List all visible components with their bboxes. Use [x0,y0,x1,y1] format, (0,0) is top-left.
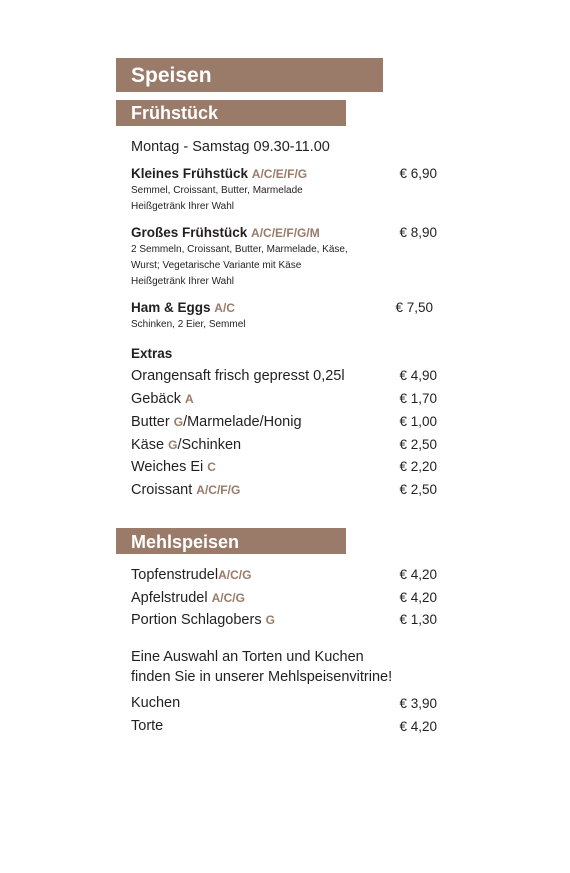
allergen-codes: A/C/G [211,591,245,605]
allergen-codes: G [173,415,184,429]
allergen-codes: A/C/F/G [196,483,241,497]
allergen-codes: A [185,392,194,406]
item-price: € 6,90 [399,166,437,181]
allergen-codes: A/C/E/F/G [251,167,308,181]
item-name: Gebäck [131,391,181,407]
extra-item [131,368,345,384]
item-price: € 1,30 [399,612,437,627]
cake-note-line: finden Sie in unserer Mehlspeisenvitrine! [131,669,393,685]
opening-hours: Montag - Samstag 09.30-11.00 [131,139,330,155]
section-header-fruehstueck: Frühstück [116,100,346,126]
item-price: € 1,00 [399,414,437,429]
item-suffix: /Marmelade/Honig [183,414,302,430]
allergen-codes: G [168,438,178,452]
item-description: 2 Semmeln, Croissant, Butter, Marmelade, Käse, [131,244,348,255]
item-name: Topfenstrudel [131,567,219,583]
extra-item [131,391,194,407]
extra-item [131,437,241,453]
item-price: € 1,70 [399,391,437,406]
cake-item: Kuchen [131,695,181,711]
item-name: Croissant [131,482,193,498]
item-name: Kleines Frühstück [131,166,249,181]
item-price: € 4,90 [399,368,437,383]
extra-item [131,459,216,475]
section-header-speisen: Speisen [116,58,383,92]
item-description: Wurst; Vegetarische Variante mit Käse [131,260,302,271]
item-name: Orangensaft frisch gepresst 0,25l [131,368,345,384]
item-name: Ham & Eggs [131,300,211,315]
pastry-item [131,612,275,628]
menu-item [131,225,320,240]
menu-item [131,300,235,315]
item-price: € 2,20 [399,459,437,474]
pastry-item [131,567,251,583]
item-price: € 2,50 [399,482,437,497]
item-price: € 4,20 [399,567,437,582]
item-price: € 8,90 [399,225,437,240]
item-description: Heißgetränk Ihrer Wahl [131,276,234,287]
extras-heading: Extras [131,346,173,361]
section-header-mehlspeisen: Mehlspeisen [116,528,346,554]
item-description: Heißgetränk Ihrer Wahl [131,201,234,212]
item-description: Semmel, Croissant, Butter, Marmelade [131,185,303,196]
item-price: € 4,20 [399,719,437,734]
menu-item [131,166,307,181]
allergen-codes: A/C/E/F/G/M [251,226,320,240]
item-name: Portion Schlagobers [131,612,262,628]
allergen-codes: G [265,613,275,627]
item-name: Butter [131,414,170,430]
cake-item: Torte [131,718,164,734]
item-name: Weiches Ei [131,459,204,475]
item-name: Großes Frühstück [131,225,248,240]
item-price: € 7,50 [395,300,433,315]
item-name: Apfelstrudel [131,590,208,606]
allergen-codes: C [207,460,216,474]
item-description: Schinken, 2 Eier, Semmel [131,319,246,330]
cake-note-line: Eine Auswahl an Torten und Kuchen [131,649,364,665]
pastry-item [131,590,245,606]
item-name: Käse [131,437,165,453]
extra-item [131,482,240,498]
item-suffix: /Schinken [177,437,242,453]
item-price: € 3,90 [399,696,437,711]
item-price: € 2,50 [399,437,437,452]
item-price: € 4,20 [399,590,437,605]
allergen-codes: A/C [214,301,235,315]
extra-item [131,414,302,430]
allergen-codes: A/C/G [218,568,252,582]
